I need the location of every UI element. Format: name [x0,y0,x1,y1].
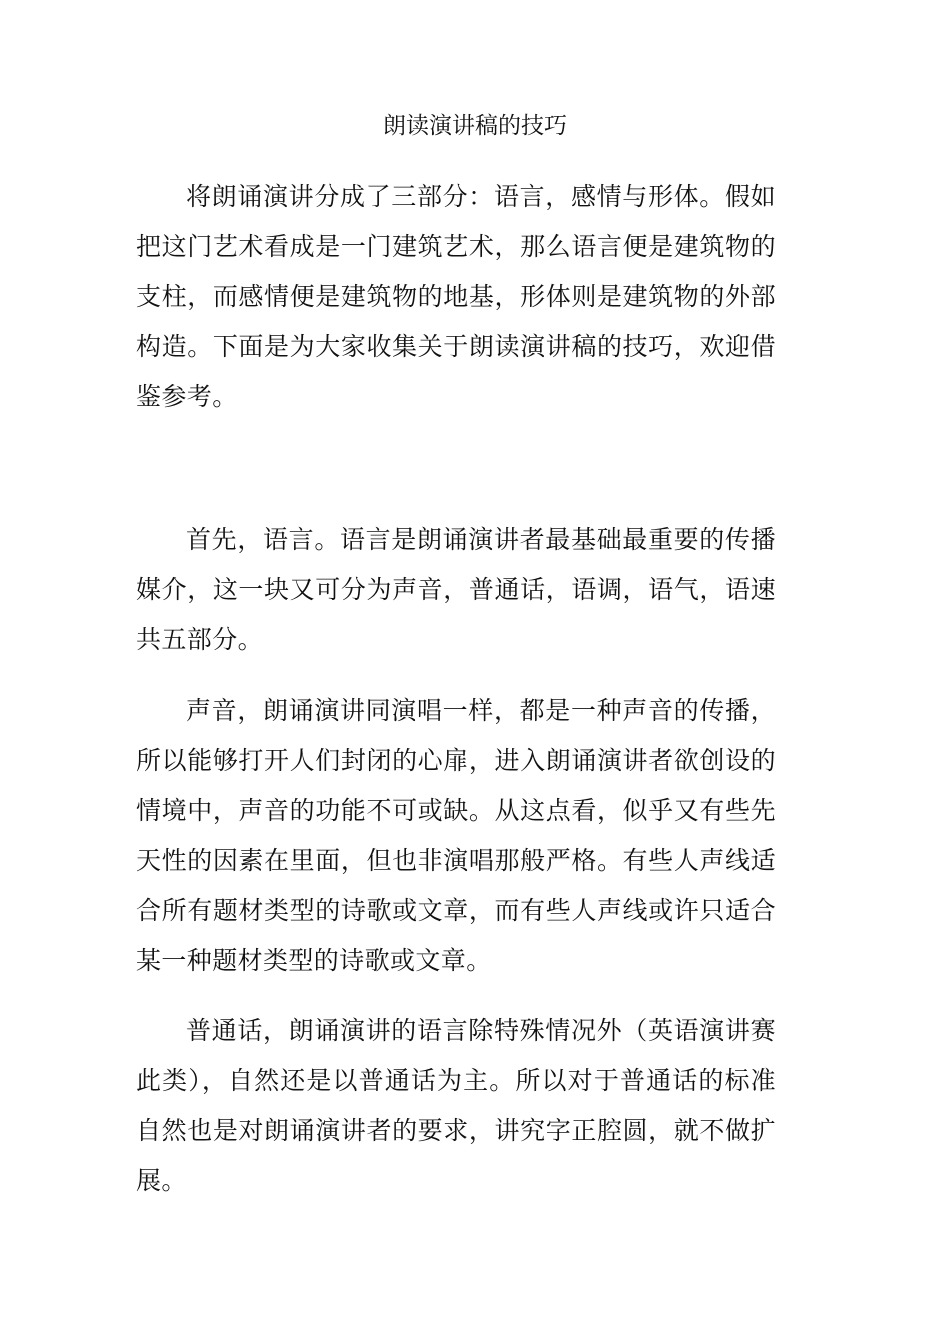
document-title: 朗读演讲稿的技巧 [383,113,567,139]
paragraph-intro: 将朗诵演讲分成了三部分：语言，感情与形体。假如把这门艺术看成是一门建筑艺术，那么语言便是建筑物的支柱，而感情便是建筑物的地基，形体则是建筑物的外部构造。下面是为大家收集关于朗读演讲稿的技巧，欢迎借鉴参考。 [136,182,776,411]
paragraph-voice: 声音，朗诵演讲同演唱一样，都是一种声音的传播，所以能够打开人们封闭的心扉，进入朗诵演讲者欲创设的情境中，声音的功能不可或缺。从这点看，似乎又有些先天性的因素在里面，但也非演唱那般严格。有些人声线适合所有题材类型的诗歌或文章，而有些人声线或许只适合某一种题材类型的诗歌或文章。 [136,696,776,975]
paragraph-mandarin: 普通话，朗诵演讲的语言除特殊情况外（英语演讲赛此类），自然还是以普通话为主。所以对于普通话的标准自然也是对朗诵演讲者的要求，讲究字正腔圆，就不做扩展。 [136,1016,776,1195]
paragraph-language: 首先，语言。语言是朗诵演讲者最基础最重要的传播媒介，这一块又可分为声音，普通话，语调，语气，语速共五部分。 [136,525,776,654]
